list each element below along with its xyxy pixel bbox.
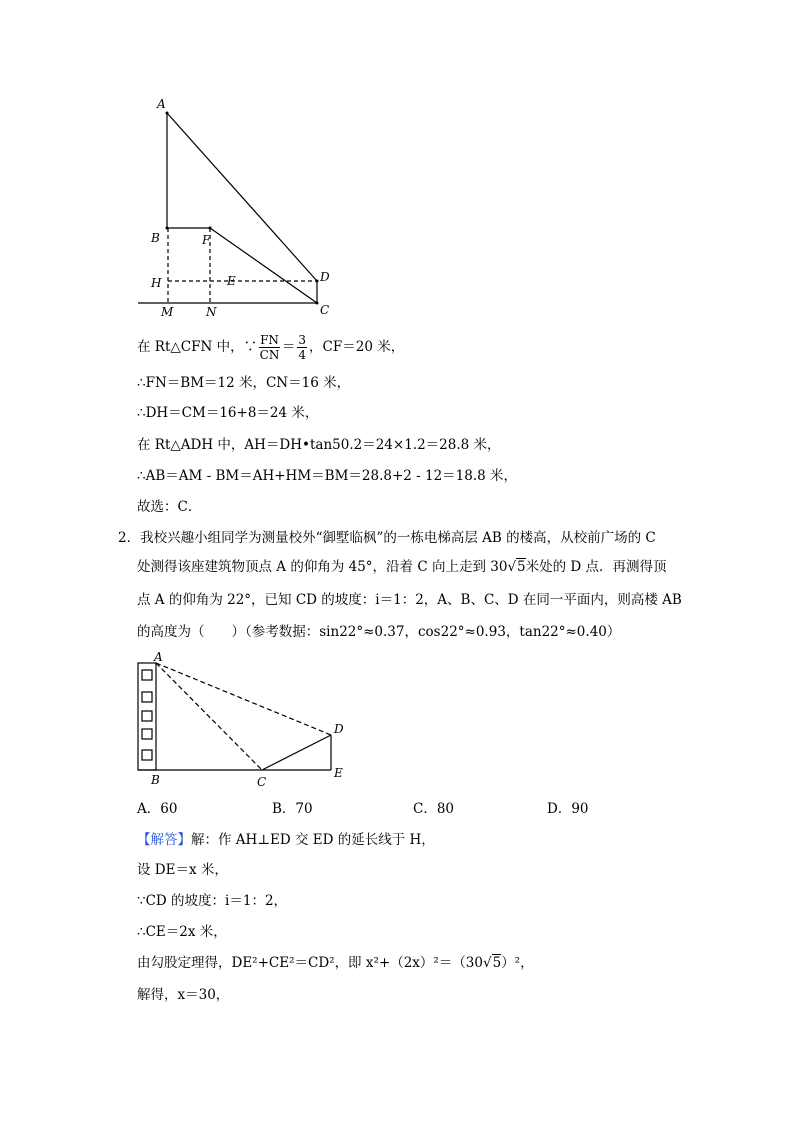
text: 在 Rt△CFN 中，∵ — [137, 339, 258, 355]
label-b: B — [151, 773, 160, 787]
text: 米处的 D 点．再测得顶 — [525, 559, 667, 575]
answer-tag: 【解答】 — [137, 832, 191, 848]
solution1-line4: 在 Rt△ADH 中，AH＝DH•tan50.2＝24×1.2＝28.8 米， — [137, 437, 501, 453]
solution2-line1 — [137, 831, 435, 849]
option-a: A．60 — [137, 801, 178, 817]
text: 解：作 AH⊥ED 交 ED 的延长线于 H， — [191, 832, 435, 848]
label-a: A — [157, 97, 166, 111]
radicand: 5 — [492, 955, 502, 971]
solution2-line3: ∵CD 的坡度：i＝1：2， — [137, 893, 288, 909]
denominator: 4 — [298, 348, 307, 362]
label-n: N — [206, 305, 217, 319]
label-c: C — [257, 775, 267, 789]
text: ）²， — [501, 955, 534, 971]
solution2-line4: ∴CE＝2x 米， — [137, 924, 227, 940]
label-m: M — [161, 305, 174, 319]
question2-line3: 点 A 的仰角为 22°，已知 CD 的坡度：i＝1：2，A、B、C、D 在同一平面内，则高楼 AB — [137, 592, 682, 608]
label-f: F — [202, 233, 211, 247]
question2-line2: 处测得该座建筑物顶点 A 的仰角为 45°，沿着 C 向上走到 30√5米处的 D 点．再测得顶 — [137, 559, 667, 575]
label-c: C — [320, 303, 330, 317]
segment-ad — [156, 663, 331, 735]
text: 处测得该座建筑物顶点 A 的仰角为 45°，沿着 C 向上走到 30 — [137, 559, 508, 575]
solution2-line2: 设 DE＝x 米， — [137, 862, 228, 878]
segment-cd — [262, 735, 331, 770]
label-h: H — [151, 276, 162, 290]
denominator: CN — [259, 348, 280, 362]
solution1-line6: 故选：C． — [137, 499, 202, 515]
label-e: E — [227, 274, 236, 288]
option-d: D．90 — [547, 801, 589, 817]
numerator: FN — [260, 333, 279, 347]
numerator: 3 — [298, 333, 307, 347]
solution2-line5: 由勾股定理得，DE²+CE²＝CD²，即 x²+（2x）²＝（30√5）²， — [137, 955, 534, 971]
question2-line4: 的高度为（ ）（参考数据：sin22°≈0.37，cos22°≈0.93，tan22°≈0.40） — [137, 624, 621, 640]
text: ＝ — [281, 339, 296, 355]
label-b: B — [151, 231, 160, 245]
building — [138, 663, 156, 770]
question2-line1: 2．我校兴趣小组同学为测量校外“御墅临枫”的一栋电梯高层 AB 的楼高，从校前广场的 C — [118, 530, 656, 546]
label-a: A — [154, 650, 163, 664]
solution2-line6: 解得，x＝30， — [137, 987, 230, 1003]
option-c: C．80 — [413, 801, 455, 817]
text: 由勾股定理得，DE²+CE²＝CD²，即 x²+（2x）²＝（30 — [137, 955, 483, 971]
label-e: E — [334, 766, 343, 780]
segment-ac — [156, 663, 262, 770]
solution1-line3: ∴DH＝CM＝16+8＝24 米， — [137, 405, 319, 421]
label-d: D — [320, 270, 330, 284]
label-d: D — [334, 722, 344, 736]
text: ，CF＝20 米， — [309, 339, 405, 355]
radicand: 5 — [517, 559, 526, 575]
option-b: B．70 — [272, 801, 313, 817]
solution1-line2: ∴FN＝BM＝12 米，CN＝16 米， — [137, 375, 351, 391]
solution1-line5: ∴AB＝AM - BM＝AH+HM＝BM＝28.8+2 - 12＝18.8 米， — [137, 468, 518, 484]
